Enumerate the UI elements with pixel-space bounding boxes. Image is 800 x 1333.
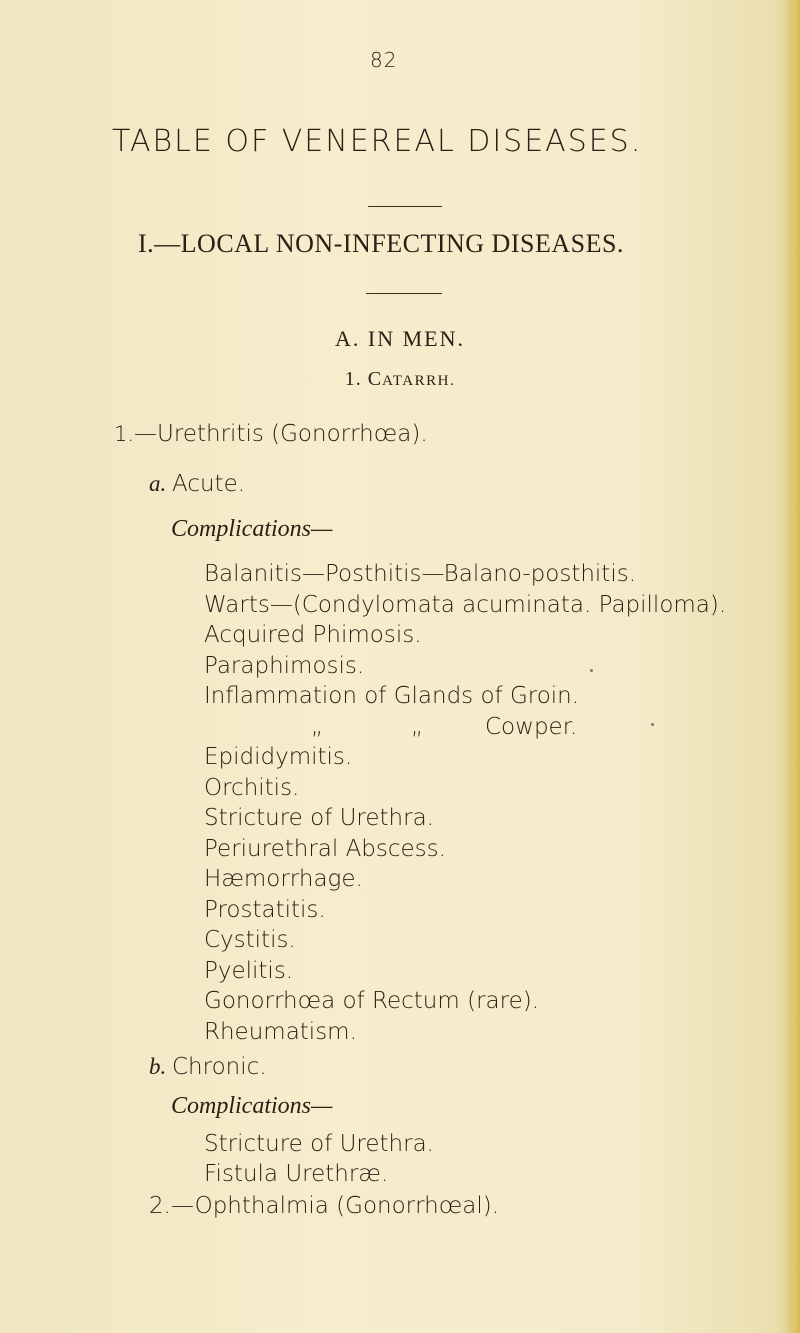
complication-item: Balanitis—Posthitis—Balano-posthitis. [204, 561, 637, 587]
complication-item: Stricture of Urethra. [204, 805, 434, 831]
catarrh-first-letter: C [367, 368, 383, 390]
complication-item: Rheumatism. [204, 1018, 357, 1045]
complication-item: Epididymitis. [204, 744, 353, 770]
subitem-acute [149, 472, 245, 496]
page-title: TABLE OF VENEREAL DISEASES. [112, 124, 643, 159]
divider-rule-bottom [366, 293, 442, 294]
page-number: 82 [370, 48, 398, 72]
subsection-letter: A. [335, 326, 361, 351]
subitem-letter: b. [149, 1054, 167, 1079]
complication-item: Inflammation of Glands of Groin. [204, 683, 580, 709]
paper-speck [651, 723, 654, 726]
divider-rule-top [368, 206, 442, 207]
catarrh-number: 1. [344, 368, 362, 390]
paper-speck [590, 669, 593, 672]
subitem-text: Acute. [172, 471, 246, 497]
item-ophthalmia [149, 1195, 499, 1218]
catarrh-heading [0, 368, 800, 391]
page-edge [786, 0, 800, 1333]
complication-item: Periurethral Abscess. [204, 835, 446, 862]
complication-item: Acquired Phimosis. [204, 622, 422, 648]
complication-item: Cystitis. [204, 927, 296, 953]
item-urethritis [114, 423, 428, 446]
subitem-chronic [149, 1055, 267, 1079]
section-title: I.—LOCAL NON-INFECTING DISEASES. [138, 229, 624, 258]
ditto-mark: „ [411, 713, 423, 740]
complication-item: Warts—(Condylomata acuminata. Papilloma). [204, 591, 727, 618]
chronic-complication-item: Stricture of Urethra. [204, 1130, 434, 1157]
ditto-mark: „ [311, 713, 323, 740]
catarrh-rest: ATARRH. [382, 373, 456, 389]
subsection-text: IN MEN. [367, 326, 465, 351]
item-number: 1. [114, 422, 135, 446]
item-text: —Ophthalmia (Gonorrhœal). [170, 1193, 500, 1220]
complication-item: Pyelitis. [204, 957, 294, 984]
complication-item: Gonorrhœa of Rectum (rare). [204, 988, 540, 1014]
subitem-letter: a. [149, 471, 167, 496]
complications-label: Complications— [171, 1093, 333, 1120]
complication-item: Hæmorrhage. [204, 866, 363, 892]
ditto-text: Cowper. [485, 713, 578, 740]
item-number: 2. [149, 1193, 171, 1220]
subitem-text: Chronic. [172, 1054, 267, 1080]
item-text: —Urethritis (Gonorrhœa). [134, 421, 428, 447]
complication-item: Prostatitis. [204, 896, 326, 923]
chronic-complication-item: Fistula Urethræ. [204, 1161, 389, 1188]
complication-item: Orchitis. [204, 774, 300, 801]
complications-label: Complications— [171, 516, 333, 542]
subsection-heading [0, 326, 800, 352]
complication-item: Paraphimosis. [204, 652, 365, 679]
